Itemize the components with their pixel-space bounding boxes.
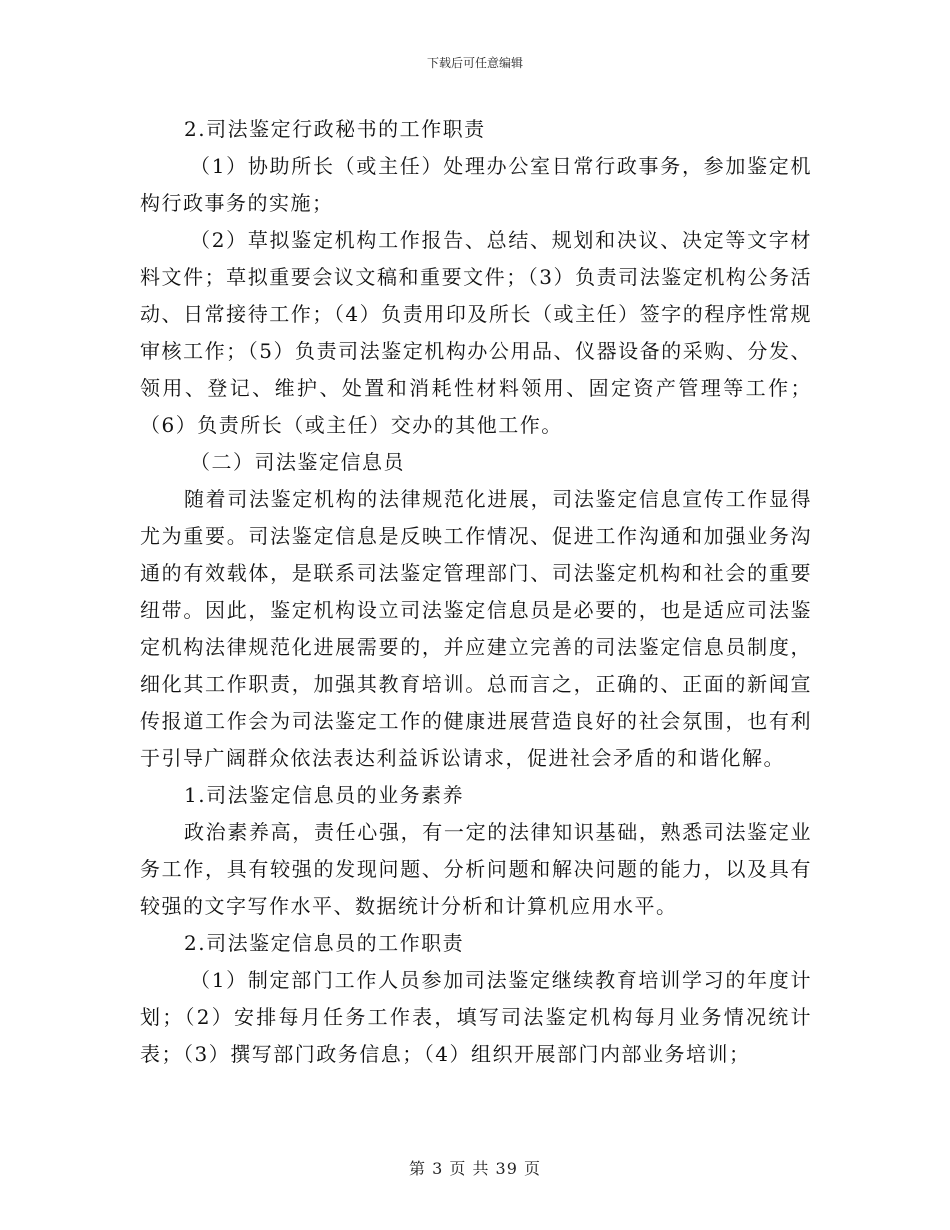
paragraph: （1）制定部门工作人员参加司法鉴定继续教育培训学习的年度计划；（2）安排每月任务工作表，填写司法鉴定机构每月业务情况统计表；（3）撰写部门政务信息；（4）组织开展部门内部业务培训； [140, 968, 812, 1066]
paragraph: 政治素养高，责任心强，有一定的法律知识基础，熟悉司法鉴定业务工作，具有较强的发现问题、分析问题和解决问题的能力，以及具有较强的文字写作水平、数据统计分析和计算机应用水平。 [140, 820, 812, 918]
section-heading: 1.司法鉴定信息员的业务素养 [184, 783, 465, 807]
page-number-footer: 第 3 页 共 39 页 [409, 1159, 541, 1178]
paragraph: （1）协助所长（或主任）处理办公室日常行政事务，参加鉴定机构行政事务的实施； [140, 154, 812, 215]
section-heading: （二）司法鉴定信息员 [190, 450, 405, 474]
section-heading: 2.司法鉴定行政秘书的工作职责 [184, 117, 486, 141]
page-header: 下载后可任意编辑 [426, 56, 523, 70]
paragraph: （2）草拟鉴定机构工作报告、总结、规划和决议、决定等文字材料文件；草拟重要会议文稿和重要文件；（3）负责司法鉴定机构公务活动、日常接待工作；（4）负责用印及所长（或主任）签字的程序性常规审核工作；（5）负责司法鉴定机构办公用品、仪器设备的采购、分发、领用、登记、维护、处置和消耗性材料领用、固定资产管理等工作；（6）负责所长（或主任）交办的其他工作。 [140, 228, 812, 437]
section-heading: 2.司法鉴定信息员的工作职责 [184, 931, 465, 955]
paragraph: 随着司法鉴定机构的法律规范化进展，司法鉴定信息宣传工作显得尤为重要。司法鉴定信息是反映工作情况、促进工作沟通和加强业务沟通的有效载体，是联系司法鉴定管理部门、司法鉴定机构和社会的重要纽带。因此，鉴定机构设立司法鉴定信息员是必要的，也是适应司法鉴定机构法律规范化进展需要的，并应建立完善的司法鉴定信息员制度，细化其工作职责，加强其教育培训。总而言之，正确的、正面的新闻宣传报道工作会为司法鉴定工作的健康进展营造良好的社会氛围，也有利于引导广阔群众依法表达利益诉讼请求，促进社会矛盾的和谐化解。 [140, 487, 812, 770]
document-body [140, 111, 812, 1073]
